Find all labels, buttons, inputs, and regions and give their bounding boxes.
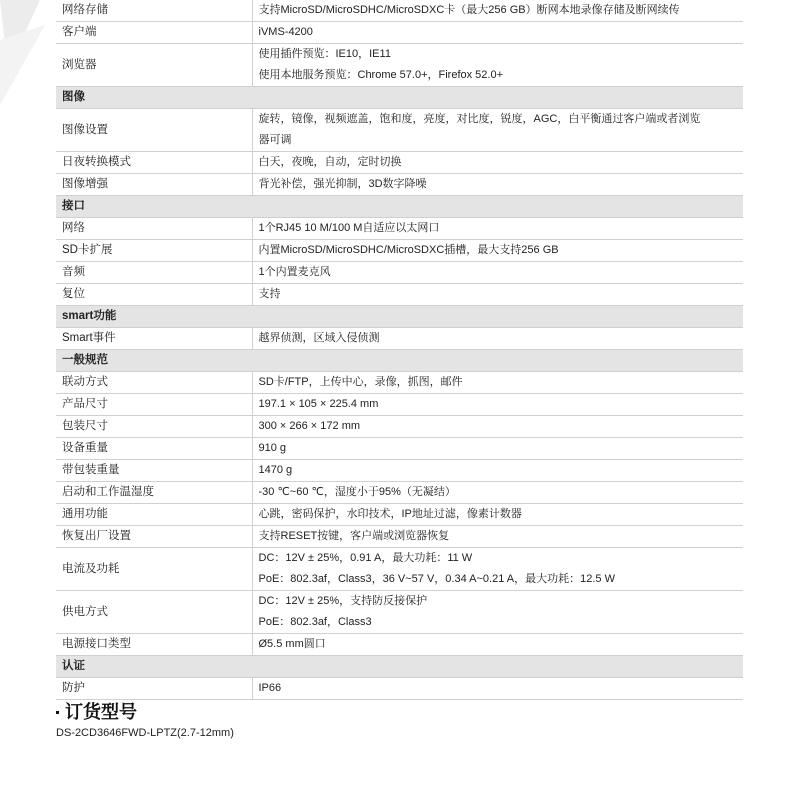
order-heading [56, 698, 137, 724]
spec-value-line: 1470 g [258, 464, 293, 476]
spec-row [56, 328, 743, 350]
spec-row [56, 44, 743, 87]
spec-value-line: 1个RJ45 10 M/100 M自适应以太网口 [258, 222, 440, 234]
section-header: 一般规范 [56, 350, 743, 372]
spec-value-line: IP66 [258, 682, 282, 694]
spec-label: 客户端 [56, 22, 252, 44]
spec-value-line: iVMS-4200 [258, 26, 313, 38]
spec-value-line: -30 ℃~60 ℃，湿度小于95%（无凝结） [258, 486, 456, 498]
spec-value-line: 支持 [258, 288, 281, 300]
spec-value [252, 438, 743, 460]
spec-value [252, 460, 743, 482]
spec-label: 启动和工作温湿度 [56, 482, 252, 504]
section-header: smart功能 [56, 306, 743, 328]
spec-value-line: 1个内置麦克风 [258, 266, 331, 278]
spec-value [252, 284, 743, 306]
spec-row [56, 262, 743, 284]
spec-label: 联动方式 [56, 372, 252, 394]
spec-label: 包装尺寸 [56, 416, 252, 438]
spec-label: Smart事件 [56, 328, 252, 350]
spec-value [252, 482, 743, 504]
section-header-row [56, 87, 743, 109]
section-header-row [56, 656, 743, 678]
spec-label: SD卡扩展 [56, 240, 252, 262]
spec-label: 防护 [56, 678, 252, 700]
spec-value [252, 44, 743, 87]
spec-value [252, 328, 743, 350]
spec-row [56, 460, 743, 482]
spec-value [252, 262, 743, 284]
spec-row [56, 284, 743, 306]
spec-value [252, 526, 743, 548]
spec-value-line: Ø5.5 mm圆口 [258, 638, 326, 650]
spec-value-line: 支持RESET按键，客户端或浏览器恢复 [258, 530, 450, 542]
spec-row [56, 634, 743, 656]
spec-row [56, 482, 743, 504]
decorative-shape [0, 0, 60, 110]
order-title: 订货型号 [65, 702, 137, 722]
spec-value [252, 218, 743, 240]
spec-value [252, 152, 743, 174]
spec-label: 电流及功耗 [56, 548, 252, 591]
spec-value [252, 548, 743, 591]
spec-row [56, 372, 743, 394]
spec-row [56, 174, 743, 196]
spec-value-line: 器可调 [258, 134, 292, 146]
section-header: 接口 [56, 196, 743, 218]
section-header: 认证 [56, 656, 743, 678]
spec-row [56, 22, 743, 44]
spec-label: 浏览器 [56, 44, 252, 87]
spec-row [56, 526, 743, 548]
spec-value [252, 240, 743, 262]
spec-value-line: 支持MicroSD/MicroSDHC/MicroSDXC卡（最大256 GB）断网本地录像存储及断网续传 [258, 4, 680, 16]
spec-value-line: 心跳，密码保护，水印技术，IP地址过滤，像素计数器 [258, 508, 522, 520]
spec-value [252, 394, 743, 416]
spec-label: 电源接口类型 [56, 634, 252, 656]
spec-value-line: 使用插件预览：IE10，IE11 [258, 48, 391, 60]
spec-value-line: 旋转，镜像，视频遮盖，饱和度，亮度，对比度，锐度，AGC，白平衡通过客户端或者浏览 [258, 113, 701, 125]
spec-row [56, 438, 743, 460]
spec-label: 通用功能 [56, 504, 252, 526]
spec-row [56, 548, 743, 591]
spec-label: 带包装重量 [56, 460, 252, 482]
spec-value-line: 内置MicroSD/MicroSDHC/MicroSDXC插槽，最大支持256 GB [258, 244, 559, 256]
spec-label: 图像设置 [56, 109, 252, 152]
spec-value [252, 0, 743, 22]
spec-value-line: DC：12V ± 25%，支持防反接保护 [258, 595, 428, 607]
section-header-row [56, 350, 743, 372]
spec-value [252, 416, 743, 438]
spec-value-line: DC：12V ± 25%，0.91 A，最大功耗：11 W [258, 552, 473, 564]
spec-value-line: 使用本地服务预览：Chrome 57.0+，Firefox 52.0+ [258, 69, 504, 81]
spec-value-line: 197.1 × 105 × 225.4 mm [258, 398, 379, 410]
spec-value [252, 634, 743, 656]
spec-value-line: 越界侦测，区域入侵侦测 [258, 332, 380, 344]
section-header-row [56, 306, 743, 328]
order-model: DS-2CD3646FWD-LPTZ(2.7-12mm) [56, 727, 234, 739]
spec-value-line: PoE：802.3af，Class3，36 V~57 V，0.34 A~0.21 A，最大功耗：12.5 W [258, 573, 615, 585]
spec-row [56, 218, 743, 240]
spec-label: 网络 [56, 218, 252, 240]
spec-label: 音频 [56, 262, 252, 284]
bullet-dot [56, 711, 59, 714]
spec-value-line: 白天，夜晚，自动，定时切换 [258, 156, 402, 168]
spec-label: 供电方式 [56, 591, 252, 634]
spec-row [56, 591, 743, 634]
spec-value-line: SD卡/FTP，上传中心，录像，抓图，邮件 [258, 376, 463, 388]
spec-row [56, 678, 743, 700]
spec-value-line: PoE：802.3af，Class3 [258, 616, 372, 628]
spec-table-body [56, 0, 743, 700]
spec-row [56, 416, 743, 438]
spec-value [252, 22, 743, 44]
spec-value-line: 910 g [258, 442, 287, 454]
spec-label: 日夜转换模式 [56, 152, 252, 174]
spec-row [56, 152, 743, 174]
spec-label: 设备重量 [56, 438, 252, 460]
spec-row [56, 394, 743, 416]
spec-label: 恢复出厂设置 [56, 526, 252, 548]
spec-row [56, 504, 743, 526]
spec-value [252, 504, 743, 526]
spec-row [56, 109, 743, 152]
spec-value [252, 109, 743, 152]
spec-label: 图像增强 [56, 174, 252, 196]
spec-row [56, 240, 743, 262]
spec-label: 产品尺寸 [56, 394, 252, 416]
spec-row [56, 0, 743, 22]
spec-label: 复位 [56, 284, 252, 306]
spec-value-line: 300 × 266 × 172 mm [258, 420, 361, 432]
spec-value [252, 591, 743, 634]
spec-table [56, 0, 743, 700]
spec-value [252, 678, 743, 700]
spec-value-line: 背光补偿，强光抑制，3D数字降噪 [258, 178, 427, 190]
spec-value [252, 174, 743, 196]
section-header-row [56, 196, 743, 218]
spec-label: 网络存储 [56, 0, 252, 22]
section-header: 图像 [56, 87, 743, 109]
spec-value [252, 372, 743, 394]
